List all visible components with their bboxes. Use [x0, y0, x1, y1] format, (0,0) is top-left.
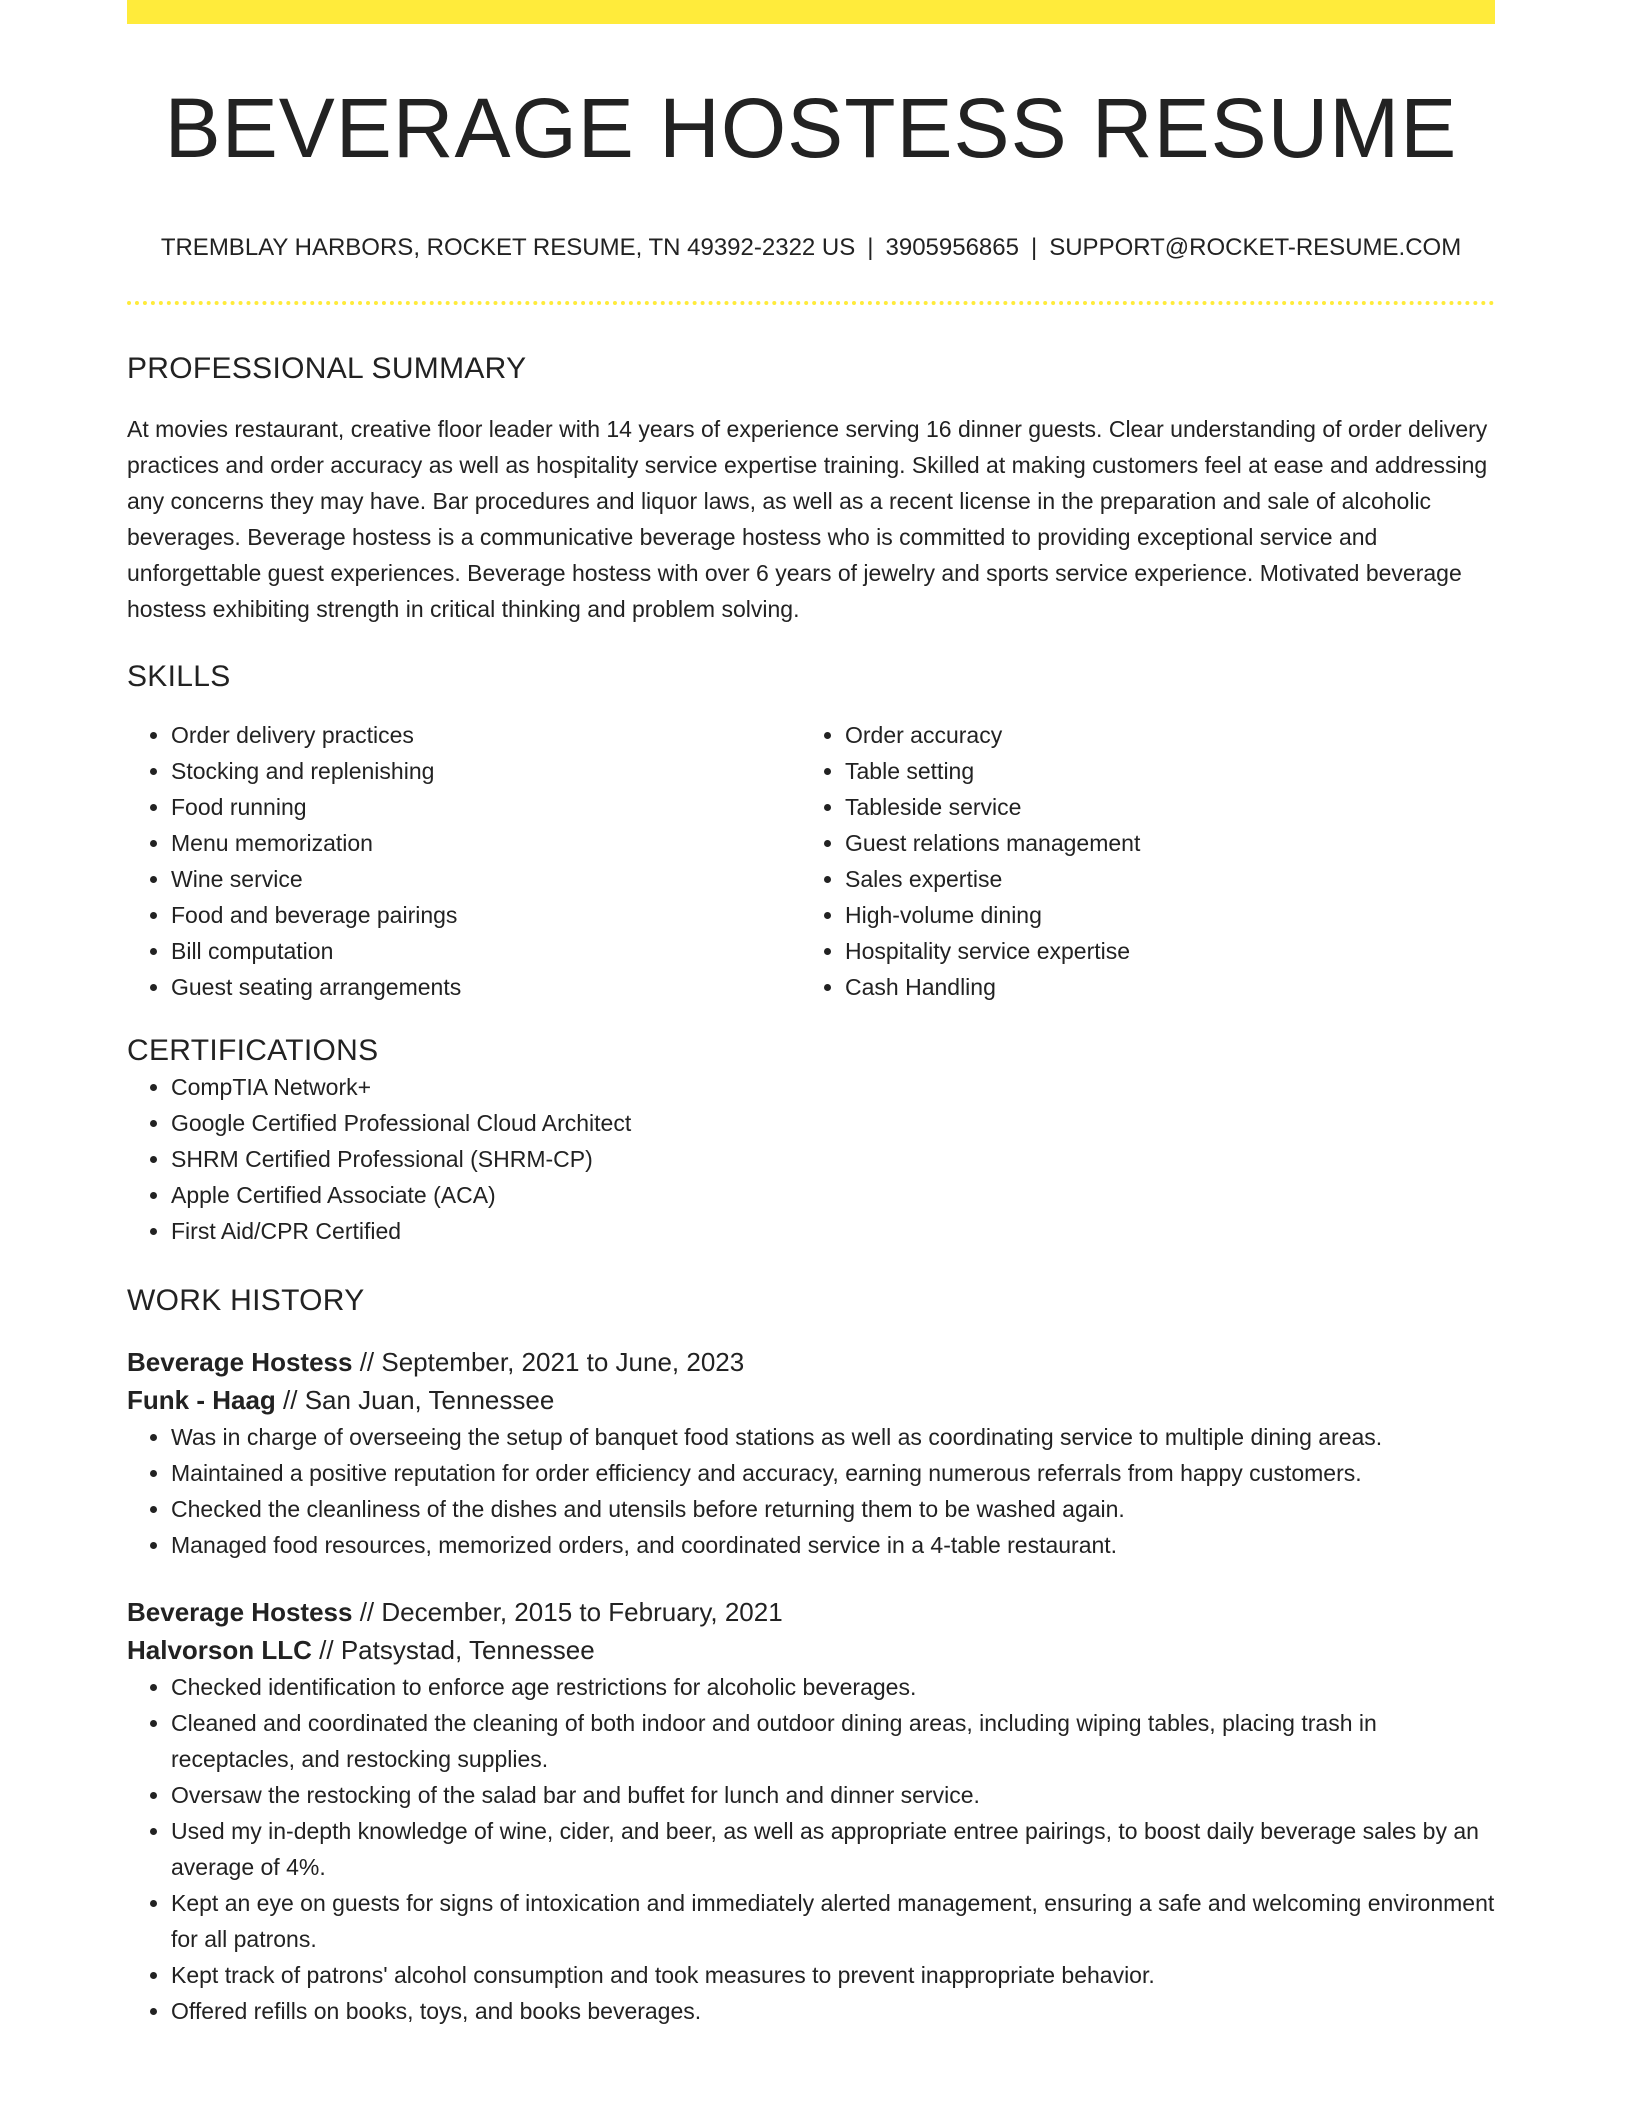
- certifications-list: [127, 1069, 1495, 1249]
- job-bullets: [127, 1419, 1495, 1563]
- summary-text: At movies restaurant, creative floor leader with 14 years of experience serving 16 dinner guests. Clear understanding of order delivery practices and order accuracy as well as hospitality service expertise training. Skilled at making customers feel at ease and addressing any concerns they may have. Bar procedures and liquor laws, as well as a recent license in the preparation and sale of alcoholic beverages. Beverage hostess is a communicative beverage hostess who is committed to providing exceptional service and unforgettable guest experiences. Beverage hostess with over 6 years of jewelry and sports service experience. Motivated beverage hostess exhibiting strength in critical thinking and problem solving.: [127, 416, 1488, 623]
- job-company: Halvorson LLC: [127, 1635, 312, 1666]
- job-entry: [127, 1343, 1495, 1563]
- skills-grid: [127, 717, 1495, 1005]
- contact-separator: |: [867, 234, 874, 262]
- list-item: • Kept an eye on guests for signs of intoxication and immediately alerted management, ensuring a safe and welcoming environment for all patrons.: [171, 1885, 1495, 1957]
- list-item: • Menu memorization: [171, 825, 801, 861]
- list-item: • Kept track of patrons' alcohol consumption and took measures to prevent inappropriate behavior.: [171, 1957, 1495, 1993]
- list-item: • Guest relations management: [845, 825, 1475, 861]
- list-item: • Maintained a positive reputation for order efficiency and accuracy, earning numerous referrals from happy customers.: [171, 1455, 1495, 1491]
- job-company-line: [127, 1381, 1495, 1419]
- list-item: • Google Certified Professional Cloud Architect: [171, 1105, 1495, 1141]
- list-item: • Cleaned and coordinated the cleaning of both indoor and outdoor dining areas, including wiping tables, placing trash in receptacles, and restocking supplies.: [171, 1705, 1495, 1777]
- list-item: • Bill computation: [171, 933, 801, 969]
- certifications-heading: CERTIFICATIONS: [127, 1034, 379, 1068]
- summary-heading: PROFESSIONAL SUMMARY: [127, 352, 527, 386]
- list-item: • Managed food resources, memorized orders, and coordinated service in a 4-table restaurant.: [171, 1527, 1495, 1563]
- skills-column-right: [801, 717, 1475, 1005]
- list-item: • Food and beverage pairings: [171, 897, 801, 933]
- contact-phone: 3905956865: [885, 234, 1019, 262]
- job-title-line: [127, 1343, 1495, 1381]
- list-item: • Was in charge of overseeing the setup of banquet food stations as well as coordinating service to multiple dining areas.: [171, 1419, 1495, 1455]
- list-item: • Food running: [171, 789, 801, 825]
- list-item: • Used my in-depth knowledge of wine, cider, and beer, as well as appropriate entree pairings, to boost daily beverage sales by an average of 4%.: [171, 1813, 1495, 1885]
- list-item: • First Aid/CPR Certified: [171, 1213, 1495, 1249]
- job-dates: // December, 2015 to February, 2021: [352, 1597, 783, 1628]
- list-item: • Offered refills on books, toys, and books beverages.: [171, 1993, 1495, 2029]
- list-item: • Table setting: [845, 753, 1475, 789]
- list-item: • High-volume dining: [845, 897, 1475, 933]
- list-item: • Stocking and replenishing: [171, 753, 801, 789]
- list-item: • Cash Handling: [845, 969, 1475, 1005]
- job-dates: // September, 2021 to June, 2023: [352, 1347, 745, 1378]
- job-title: Beverage Hostess: [127, 1347, 353, 1378]
- list-item: • Checked identification to enforce age restrictions for alcoholic beverages.: [171, 1669, 1495, 1705]
- resume-page: [127, 0, 1495, 2029]
- list-item: • Hospitality service expertise: [845, 933, 1475, 969]
- list-item: • Order accuracy: [845, 717, 1475, 753]
- dotted-divider: [127, 301, 1495, 305]
- list-item: • Order delivery practices: [171, 717, 801, 753]
- skills-column-left: [127, 717, 801, 1005]
- work-history-list: [127, 1343, 1495, 2029]
- contact-address: TREMBLAY HARBORS, ROCKET RESUME, TN 49392-2322 US: [160, 234, 856, 262]
- job-location: // Patsystad, Tennessee: [311, 1635, 595, 1666]
- job-entry: [127, 1593, 1495, 2029]
- skills-list-left: [127, 717, 801, 1005]
- job-company: Funk - Haag: [127, 1385, 276, 1416]
- list-item: • Wine service: [171, 861, 801, 897]
- list-item: • Checked the cleanliness of the dishes and utensils before returning them to be washed again.: [171, 1491, 1495, 1527]
- job-title: Beverage Hostess: [127, 1597, 353, 1628]
- list-item: • Sales expertise: [845, 861, 1475, 897]
- list-item: • CompTIA Network+: [171, 1069, 1495, 1105]
- job-location: // San Juan, Tennessee: [275, 1385, 555, 1416]
- accent-bar: [127, 0, 1495, 24]
- contact-email: SUPPORT@ROCKET-RESUME.COM: [1049, 234, 1462, 262]
- list-item: • Apple Certified Associate (ACA): [171, 1177, 1495, 1213]
- job-company-line: [127, 1631, 1495, 1669]
- work-history-heading: WORK HISTORY: [127, 1284, 365, 1318]
- job-title-line: [127, 1593, 1495, 1631]
- resume-title: BEVERAGE HOSTESS RESUME: [164, 81, 1458, 175]
- skills-heading: SKILLS: [127, 660, 231, 694]
- list-item: • Tableside service: [845, 789, 1475, 825]
- list-item: • Oversaw the restocking of the salad bar and buffet for lunch and dinner service.: [171, 1777, 1495, 1813]
- job-bullets: [127, 1669, 1495, 2029]
- skills-list-right: [801, 717, 1475, 1005]
- list-item: • SHRM Certified Professional (SHRM-CP): [171, 1141, 1495, 1177]
- list-item: • Guest seating arrangements: [171, 969, 801, 1005]
- contact-separator: |: [1030, 234, 1038, 262]
- contact-line: [127, 234, 1495, 263]
